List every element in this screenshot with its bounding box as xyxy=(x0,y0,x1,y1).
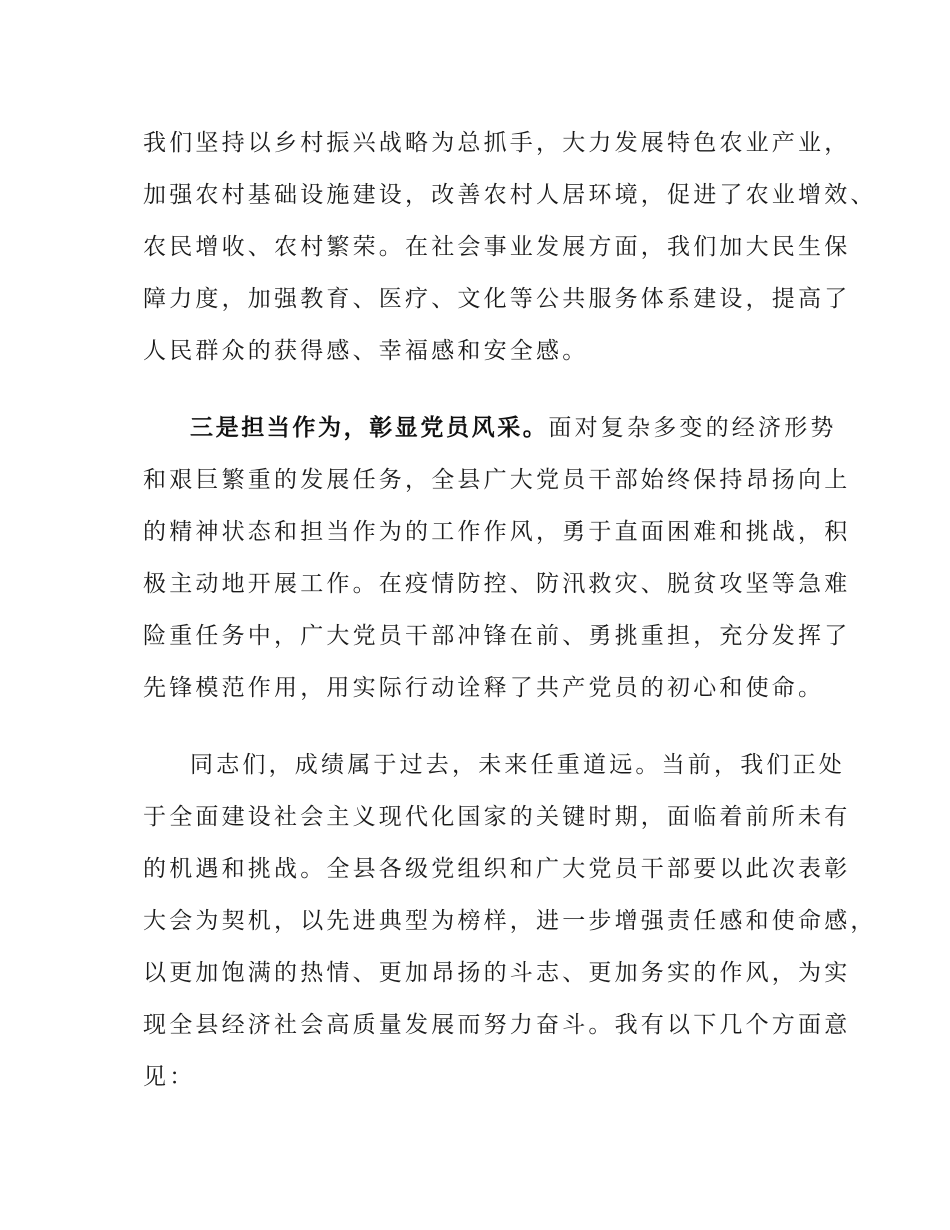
paragraph-3-line-3: 的机遇和挑战。全县各级党组织和广大党员干部要以此次表彰 xyxy=(143,856,851,882)
paragraph-1-line-1: 我们坚持以乡村振兴战略为总抓手，大力发展特色农业产业， xyxy=(143,130,851,156)
paragraph-1-line-3: 农民增收、农村繁荣。在社会事业发展方面，我们加大民生保 xyxy=(143,234,851,260)
paragraph-2-line-3: 的精神状态和担当作为的工作作风，勇于直面困难和挑战，积 xyxy=(143,519,851,545)
paragraph-3-line-2: 于全面建设社会主义现代化国家的关键时期，面临着前所未有 xyxy=(143,804,851,830)
paragraph-3-line-1: 同志们，成绩属于过去，未来任重道远。当前，我们正处 xyxy=(190,752,845,778)
paragraph-2-line-2: 和艰巨繁重的发展任务，全县广大党员干部始终保持昂扬向上 xyxy=(143,467,851,493)
paragraph-1-line-2: 加强农村基础设施建设，改善农村人居环境，促进了农业增效、 xyxy=(143,182,877,208)
paragraph-3-line-6: 现全县经济社会高质量发展而努力奋斗。我有以下几个方面意 xyxy=(143,1012,851,1038)
paragraph-2-lead-rest: 面对复杂多变的经济形势 xyxy=(548,415,837,441)
paragraph-3-line-7: 见： xyxy=(143,1064,196,1090)
paragraph-2-line-1 xyxy=(190,413,837,443)
paragraph-2-line-6: 先锋模范作用，用实际行动诠释了共产党员的初心和使命。 xyxy=(143,675,825,701)
paragraph-3-line-5: 以更加饱满的热情、更加昂扬的斗志、更加务实的作风，为实 xyxy=(143,960,851,986)
paragraph-1-line-4: 障力度，加强教育、医疗、文化等公共服务体系建设，提高了 xyxy=(143,286,851,312)
paragraph-2-line-5: 险重任务中，广大党员干部冲锋在前、勇挑重担，充分发挥了 xyxy=(143,623,851,649)
paragraph-2-bold-lead: 三是担当作为，彰显党员风采。 xyxy=(190,415,549,441)
paragraph-3-line-4: 大会为契机，以先进典型为榜样，进一步增强责任感和使命感， xyxy=(143,908,877,934)
paragraph-2-line-4: 极主动地开展工作。在疫情防控、防汛救灾、脱贫攻坚等急难 xyxy=(143,571,851,597)
paragraph-1-line-5: 人民群众的获得感、幸福感和安全感。 xyxy=(143,338,589,364)
